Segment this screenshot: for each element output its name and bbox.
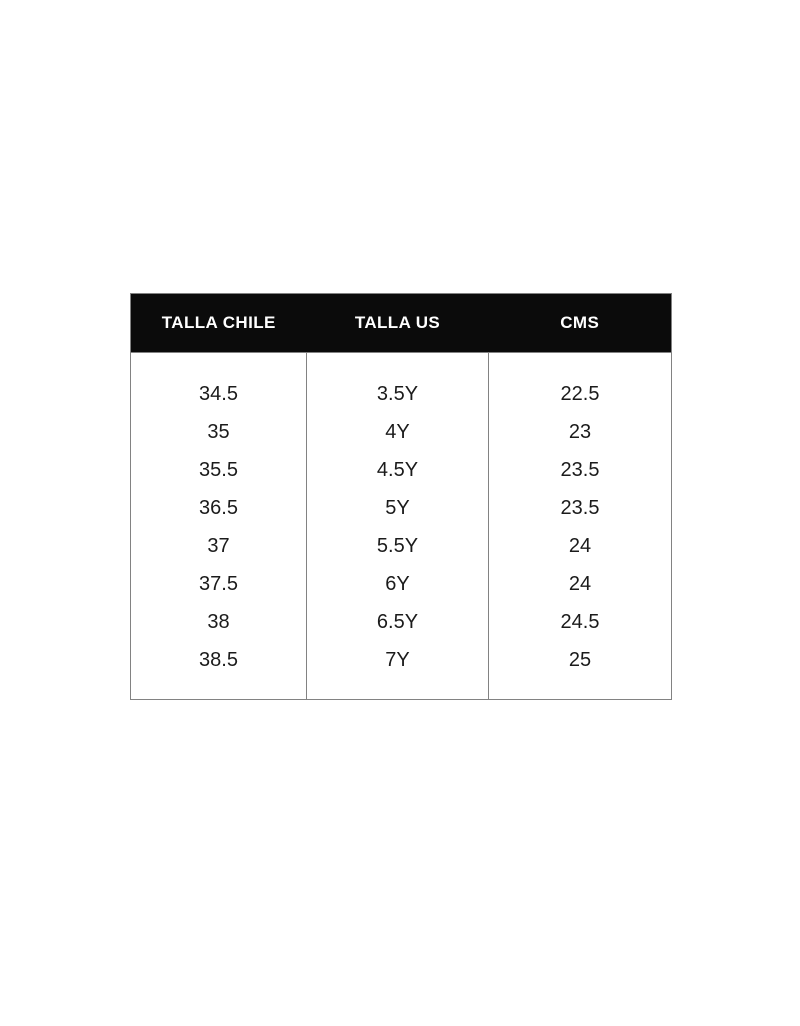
size-chart <box>130 293 671 700</box>
table-cell: 36.5 <box>131 489 307 527</box>
table-cell: 4.5Y <box>307 451 489 489</box>
column-header-cms: CMS <box>489 294 672 353</box>
table-row <box>131 489 672 527</box>
table-cell: 6Y <box>307 565 489 603</box>
table-row <box>131 527 672 565</box>
table-cell: 24 <box>489 565 672 603</box>
table-row <box>131 565 672 603</box>
table-cell: 3.5Y <box>307 353 489 414</box>
table-cell: 7Y <box>307 641 489 700</box>
table-cell: 38.5 <box>131 641 307 700</box>
table-cell: 38 <box>131 603 307 641</box>
table-cell: 5.5Y <box>307 527 489 565</box>
table-cell: 6.5Y <box>307 603 489 641</box>
table-row <box>131 353 672 414</box>
table-header <box>131 294 672 353</box>
table-row <box>131 603 672 641</box>
table-cell: 34.5 <box>131 353 307 414</box>
table-cell: 23.5 <box>489 489 672 527</box>
table-cell: 23.5 <box>489 451 672 489</box>
table-cell: 5Y <box>307 489 489 527</box>
table-cell: 24.5 <box>489 603 672 641</box>
table-cell: 24 <box>489 527 672 565</box>
table-cell: 37.5 <box>131 565 307 603</box>
table-cell: 35.5 <box>131 451 307 489</box>
table-body <box>131 353 672 700</box>
table-cell: 35 <box>131 413 307 451</box>
table-row <box>131 641 672 700</box>
column-header-talla-chile: TALLA CHILE <box>131 294 307 353</box>
header-row <box>131 294 672 353</box>
table-cell: 22.5 <box>489 353 672 414</box>
size-chart-table <box>130 293 672 700</box>
table-cell: 23 <box>489 413 672 451</box>
table-row <box>131 413 672 451</box>
table-cell: 25 <box>489 641 672 700</box>
table-row <box>131 451 672 489</box>
column-header-talla-us: TALLA US <box>307 294 489 353</box>
table-cell: 4Y <box>307 413 489 451</box>
table-cell: 37 <box>131 527 307 565</box>
